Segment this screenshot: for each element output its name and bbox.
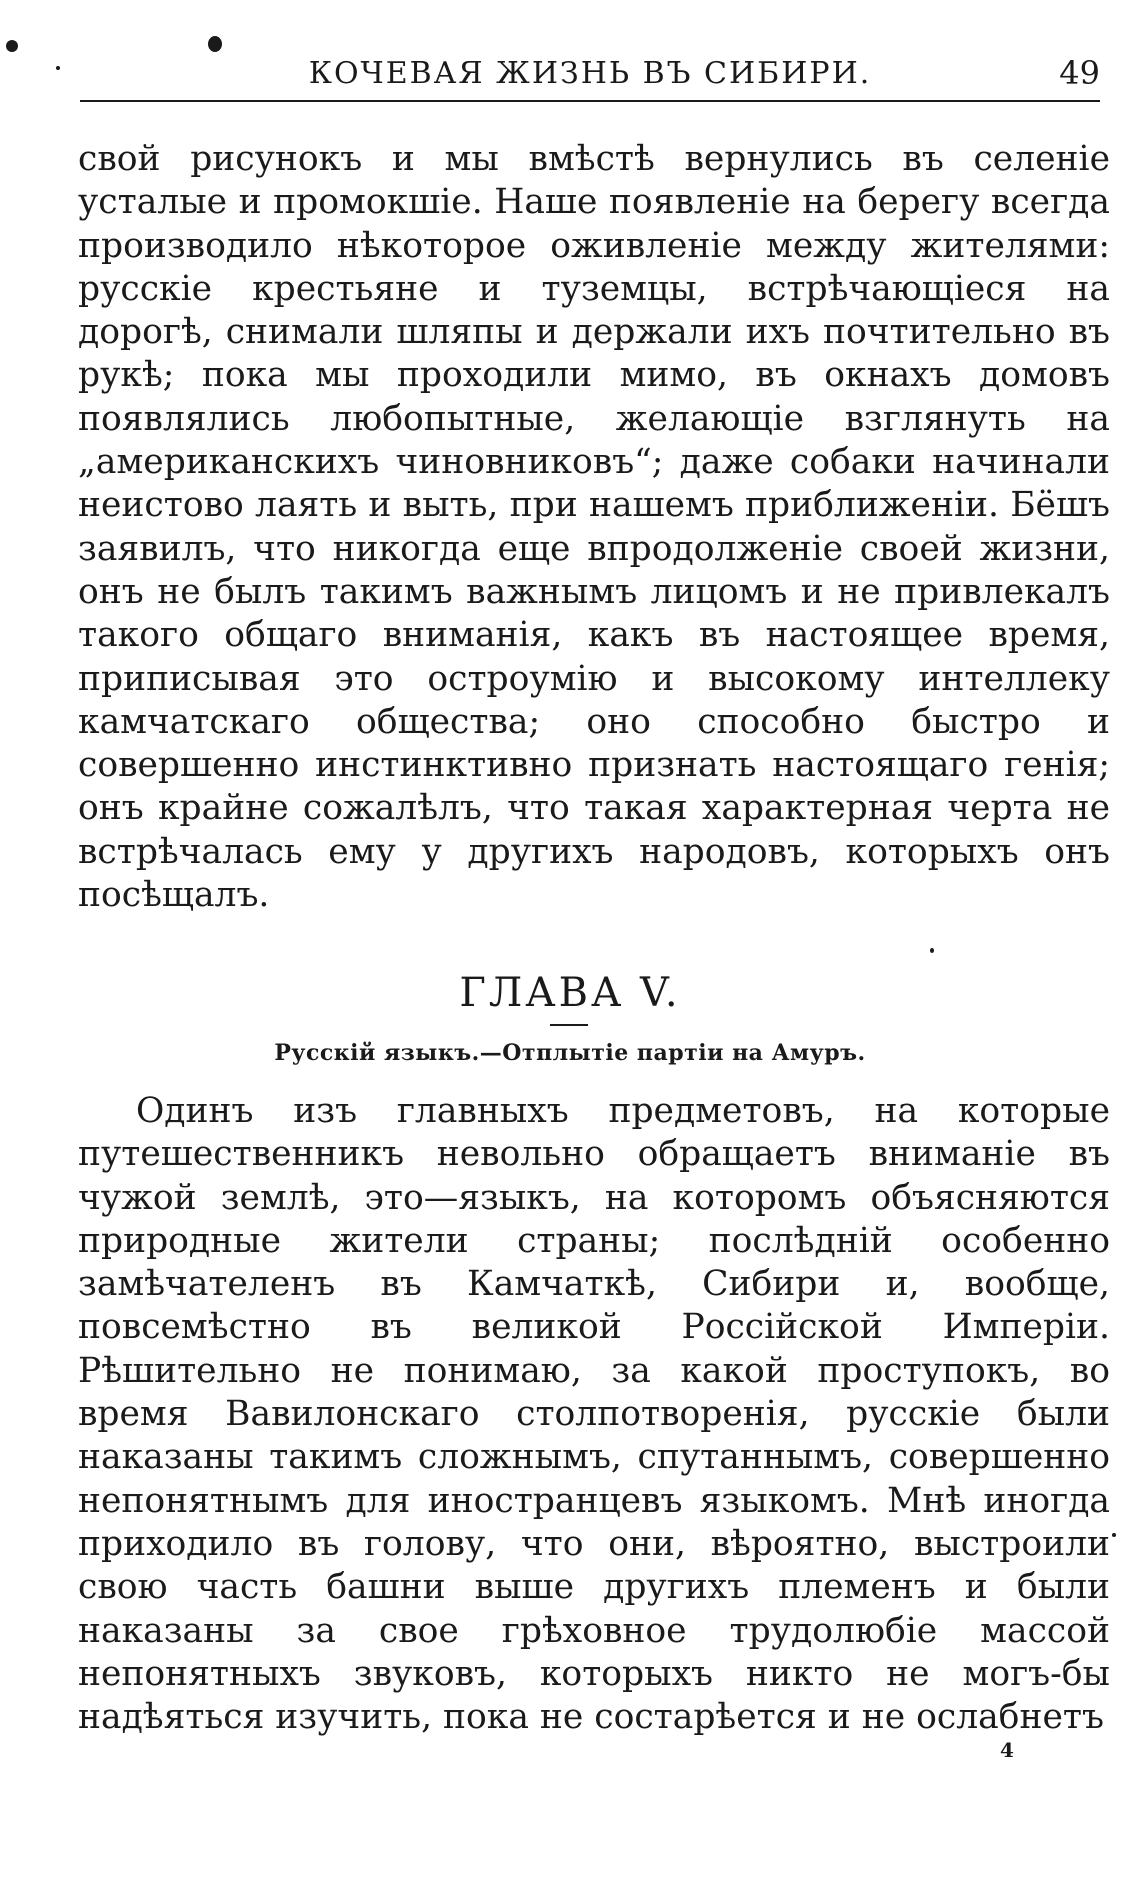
ink-speck bbox=[6, 40, 18, 52]
running-title: КОЧЕВАЯ ЖИЗНЬ ВЪ СИБИРИ. bbox=[308, 56, 872, 91]
chapter-subtitle: Русскій языкъ.—Отплытіе партіи на Амуръ. bbox=[274, 1040, 866, 1066]
ink-speck bbox=[1112, 1533, 1116, 1537]
ink-speck bbox=[208, 36, 222, 52]
body-paragraph: свой рисунокъ и мы вмѣстѣ вернулись въ селеніе усталые и промокшіе. Наше появленіе на берегу всегда производило нѣкоторое оживленіе между жителями: русскіе крестьяне и туземцы, встрѣчающіеся на дорогѣ, снимали шляпы и держали ихъ почтительно въ рукѣ; пока мы проходили мимо, въ окнахъ домовъ появлялись любопытные, желающіе взглянуть на „американскихъ чиновниковъ“; даже собаки начинали неистово лаять и выть, при нашемъ приближеніи. Бёшъ заявилъ, что никогда еще впродолженіе своей жизни, онъ не былъ такимъ важнымъ лицомъ и не привлекалъ такого общаго вниманія, какъ въ настоящее время, приписывая это остроумію и высокому интеллеку камчатскаго общества; оно способно быстро и совершенно инстинктивно признать настоящаго генія; онъ крайне сожалѣлъ, что такая характерная черта не встрѣчалась ему у другихъ народовъ, которыхъ онъ посѣщалъ. bbox=[78, 139, 1110, 916]
chapter-divider bbox=[550, 1024, 588, 1026]
chapter-title: ГЛАВА V. bbox=[459, 970, 681, 1016]
chapter-paragraph: Одинъ изъ главныхъ предметовъ, на которые путешественникъ невольно обращаетъ вниманіе въ чужой землѣ, это—языкъ, на которомъ объясняются природные жители страны; послѣдній особенно замѣчателенъ въ Камчаткѣ, Сибири и, вообще, повсемѣстно въ великой Россійской Имперіи. Рѣшительно не понимаю, за какой проступокъ, во время Вавилонскаго столпотворенія, русскіе были наказаны такимъ сложнымъ, спутаннымъ, совершенно непонятнымъ для иностранцевъ языкомъ. Мнѣ иногда приходило въ голову, что они, вѣроятно, выстроили свою часть башни выше другихъ племенъ и были наказаны за свое грѣховное трудолюбіе массой непонятныхъ звуковъ, которыхъ никто не могъ-бы надѣяться изучить, пока не состарѣется и не ослабнетъ bbox=[78, 1091, 1110, 1738]
page-header bbox=[80, 52, 1100, 102]
signature-mark: 4 bbox=[1000, 1738, 1014, 1762]
ink-speck bbox=[56, 66, 60, 70]
page-number: 49 bbox=[1059, 54, 1100, 92]
ink-speck bbox=[930, 948, 934, 953]
